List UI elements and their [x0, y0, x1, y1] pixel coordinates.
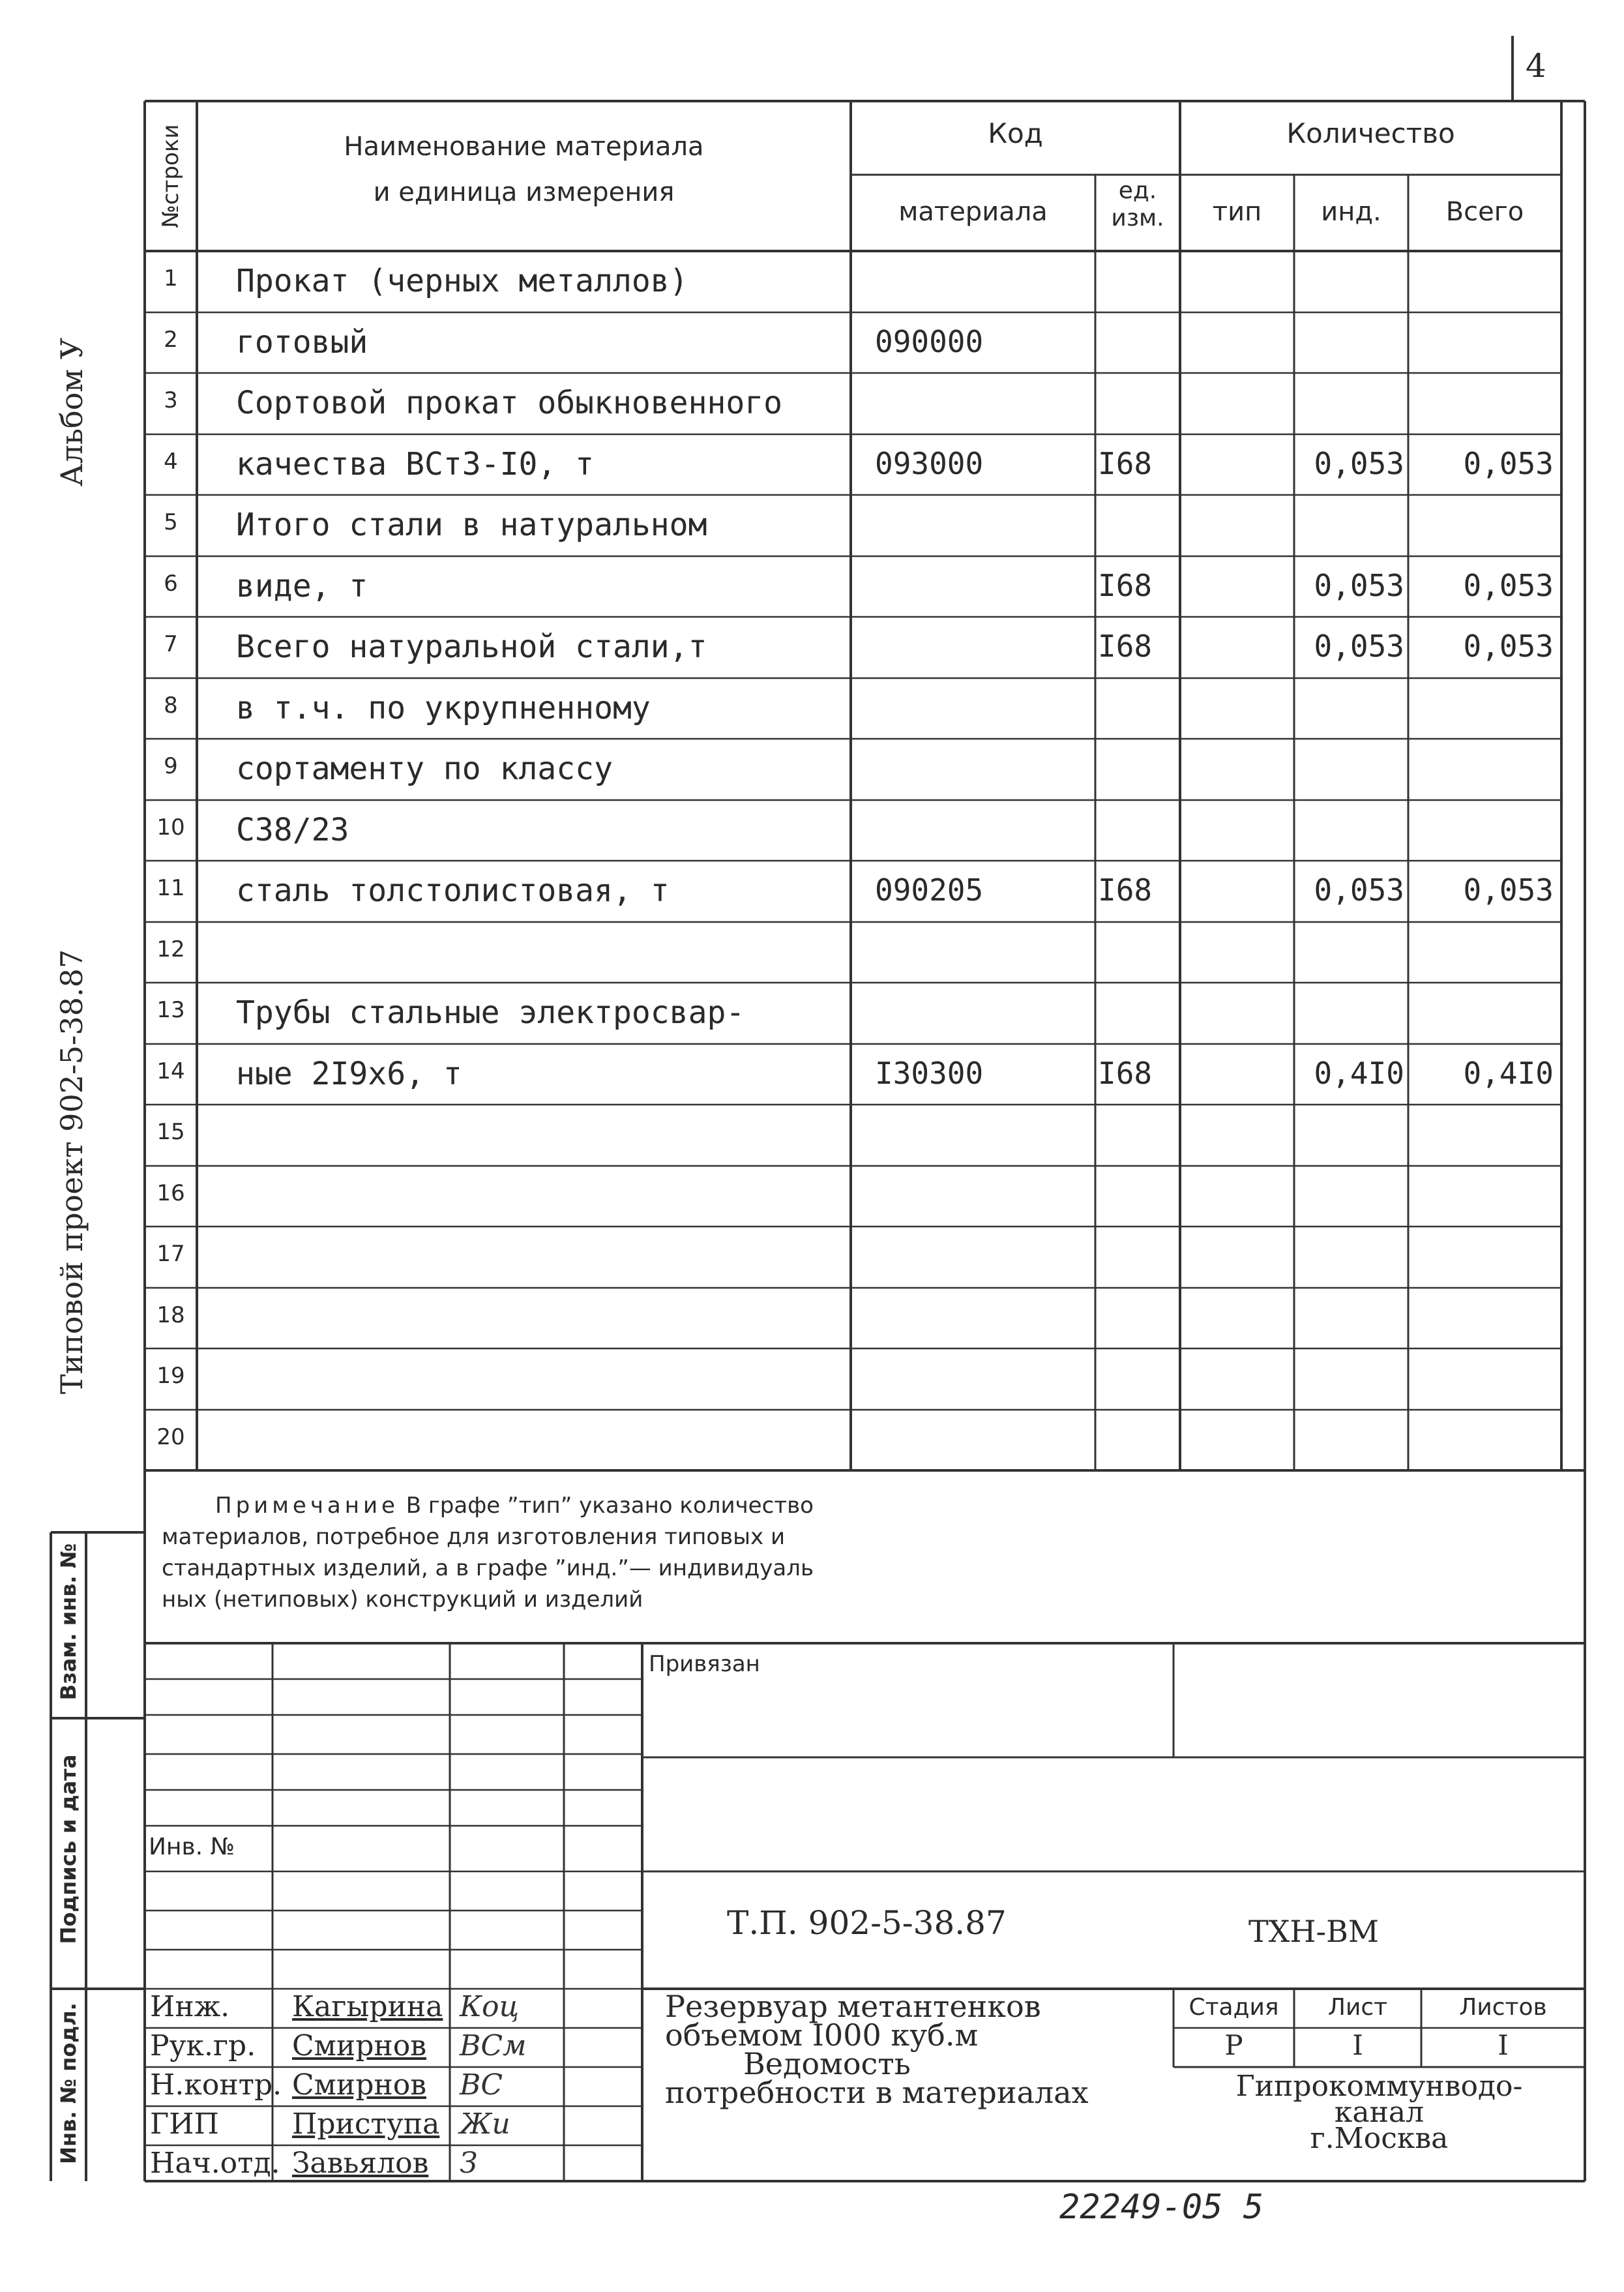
- privyazan-label: Привязан: [649, 1651, 760, 1677]
- staff-signature: З: [460, 2147, 478, 2180]
- row-number: 2: [164, 326, 178, 353]
- row-name: сталь толстолистовая, т: [236, 872, 670, 909]
- row-name: Прокат (черных металлов): [236, 263, 688, 299]
- object-line4: потребности в материалах: [665, 2075, 1089, 2110]
- header-unit: [1095, 177, 1180, 232]
- header-ind: инд.: [1321, 197, 1381, 227]
- row-number: 3: [164, 387, 178, 413]
- note-line2: материалов, потребное для изготовления типовых и: [162, 1524, 786, 1550]
- staff-signature: ВСм: [460, 2029, 527, 2062]
- header-total: Всего: [1445, 197, 1524, 227]
- row-name: Трубы стальные электросвар-: [236, 994, 745, 1031]
- doc-code: Т.П. 902-5-38.87: [727, 1904, 1007, 1942]
- staff-name: Завьялов: [292, 2147, 429, 2180]
- header-name-line2: и единица измерения: [373, 177, 675, 207]
- sheets-label: Листов: [1459, 1994, 1547, 2021]
- row-number: 4: [164, 448, 178, 475]
- row-ind: 0,053: [1314, 629, 1404, 664]
- header-qty: Количество: [1286, 117, 1455, 149]
- staff-signature: ВС: [460, 2068, 503, 2102]
- staff-name: Смирнов: [292, 2068, 426, 2102]
- row-ind: 0,053: [1314, 445, 1404, 481]
- row-name: ные 2I9х6, т: [236, 1055, 462, 1092]
- row-total: 0,053: [1463, 445, 1554, 481]
- note-title: Примечание: [215, 1493, 399, 1519]
- object-line1: Резервуар метантенков: [665, 1989, 1041, 2024]
- stamp-vzam-inv: Взам. инв. №: [56, 1543, 81, 1701]
- row-total: 0,053: [1463, 567, 1554, 603]
- row-number: 17: [156, 1241, 185, 1267]
- sheet-label: Лист: [1327, 1994, 1388, 2021]
- header-name: [197, 124, 851, 215]
- row-code: 090000: [875, 323, 984, 359]
- org-line2: канал: [1334, 2096, 1425, 2129]
- staff-role: Нач.отд.: [150, 2147, 280, 2180]
- row-code: I30300: [875, 1055, 984, 1091]
- row-name: С38/23: [236, 811, 349, 848]
- row-number: 11: [156, 875, 185, 901]
- bottom-number: 22249-05 5: [1059, 2188, 1264, 2227]
- row-ind: 0,4I0: [1314, 1055, 1404, 1091]
- staff-signature: Коц: [460, 1990, 520, 2023]
- stage-label: Стадия: [1188, 1994, 1279, 2021]
- row-name: Всего натуральной стали,т: [236, 629, 707, 665]
- row-number: 12: [156, 936, 185, 962]
- row-number: 5: [164, 509, 178, 535]
- header-name-line1: Наименование материала: [344, 132, 704, 162]
- row-name: качества ВСт3-I0, т: [236, 445, 595, 483]
- row-number: 1: [164, 265, 178, 291]
- header-code: Код: [988, 117, 1043, 149]
- row-total: 0,4I0: [1463, 1055, 1554, 1091]
- staff-role: Инж.: [150, 1990, 230, 2023]
- row-number: 10: [156, 814, 185, 841]
- note-line4: ных (нетиповых) конструкций и изделий: [162, 1586, 643, 1613]
- row-name: сортаменту по классу: [236, 751, 613, 787]
- stamp-inv-podl: Инв. № подл.: [56, 2002, 81, 2164]
- staff-role: Рук.гр.: [150, 2029, 256, 2062]
- org-line1: Гипрокоммунводо-: [1235, 2070, 1523, 2103]
- note: [162, 1490, 814, 1615]
- header-material: материала: [898, 197, 1048, 227]
- row-number: 20: [156, 1423, 185, 1450]
- row-ind: 0,053: [1314, 567, 1404, 603]
- row-number: 8: [164, 692, 178, 719]
- inv-no-label: Инв. №: [149, 1834, 235, 1860]
- header-unit-line2: изм.: [1111, 205, 1164, 231]
- row-number: 14: [156, 1058, 185, 1084]
- row-unit: I68: [1098, 1055, 1153, 1091]
- row-unit: I68: [1098, 629, 1153, 664]
- row-name: Итого стали в натуральном: [236, 507, 707, 543]
- row-ind: 0,053: [1314, 872, 1404, 908]
- row-number: 9: [164, 753, 178, 779]
- object-line2: объемом I000 куб.м: [665, 2017, 979, 2053]
- organization: [1174, 2070, 1585, 2155]
- row-total: 0,053: [1463, 629, 1554, 664]
- row-unit: I68: [1098, 567, 1153, 603]
- object-title: [665, 1989, 1089, 2110]
- note-line1: В графе ”тип” указано количество: [398, 1493, 814, 1519]
- row-number: 19: [156, 1363, 185, 1389]
- row-number: 18: [156, 1302, 185, 1328]
- sheet-value: I: [1352, 2029, 1363, 2061]
- staff-name: Приступа: [292, 2107, 440, 2141]
- header-row-no: №строки: [158, 124, 184, 228]
- header-typ: тип: [1212, 197, 1262, 227]
- object-line3: Ведомость: [743, 2046, 911, 2081]
- row-number: 6: [164, 570, 178, 597]
- doc-mark: ТХН-ВМ: [1248, 1914, 1379, 1949]
- staff-signature: Жи: [460, 2107, 510, 2141]
- row-name: в т.ч. по укрупненному: [236, 689, 651, 726]
- row-number: 7: [164, 631, 178, 657]
- org-line3: г.Москва: [1310, 2122, 1449, 2155]
- row-name: готовый: [236, 323, 368, 361]
- staff-name: Кагырина: [292, 1990, 443, 2023]
- header-unit-line1: ед.: [1118, 177, 1157, 204]
- page-number: 4: [1526, 47, 1546, 85]
- stamp-podpis-data: Подпись и дата: [56, 1754, 81, 1944]
- row-code: 093000: [875, 445, 984, 481]
- row-number: 16: [156, 1180, 185, 1206]
- staff-name: Смирнов: [292, 2029, 426, 2062]
- row-name: виде, т: [236, 567, 368, 604]
- stage-value: Р: [1224, 2029, 1243, 2061]
- row-total: 0,053: [1463, 872, 1554, 908]
- row-code: 090205: [875, 872, 984, 908]
- album-label: Альбом У: [54, 337, 89, 487]
- project-label: Типовой проект 902-5-38.87: [54, 949, 89, 1395]
- row-unit: I68: [1098, 872, 1153, 908]
- row-number: 13: [156, 997, 185, 1023]
- staff-role: Н.контр.: [150, 2068, 282, 2102]
- staff-role: ГИП: [150, 2107, 219, 2141]
- note-line3: стандартных изделий, а в графе ”инд.”— индивидуаль: [162, 1555, 814, 1581]
- row-number: 15: [156, 1119, 185, 1145]
- row-unit: I68: [1098, 445, 1153, 481]
- sheets-value: I: [1498, 2029, 1509, 2061]
- row-name: Сортовой прокат обыкновенного: [236, 385, 783, 421]
